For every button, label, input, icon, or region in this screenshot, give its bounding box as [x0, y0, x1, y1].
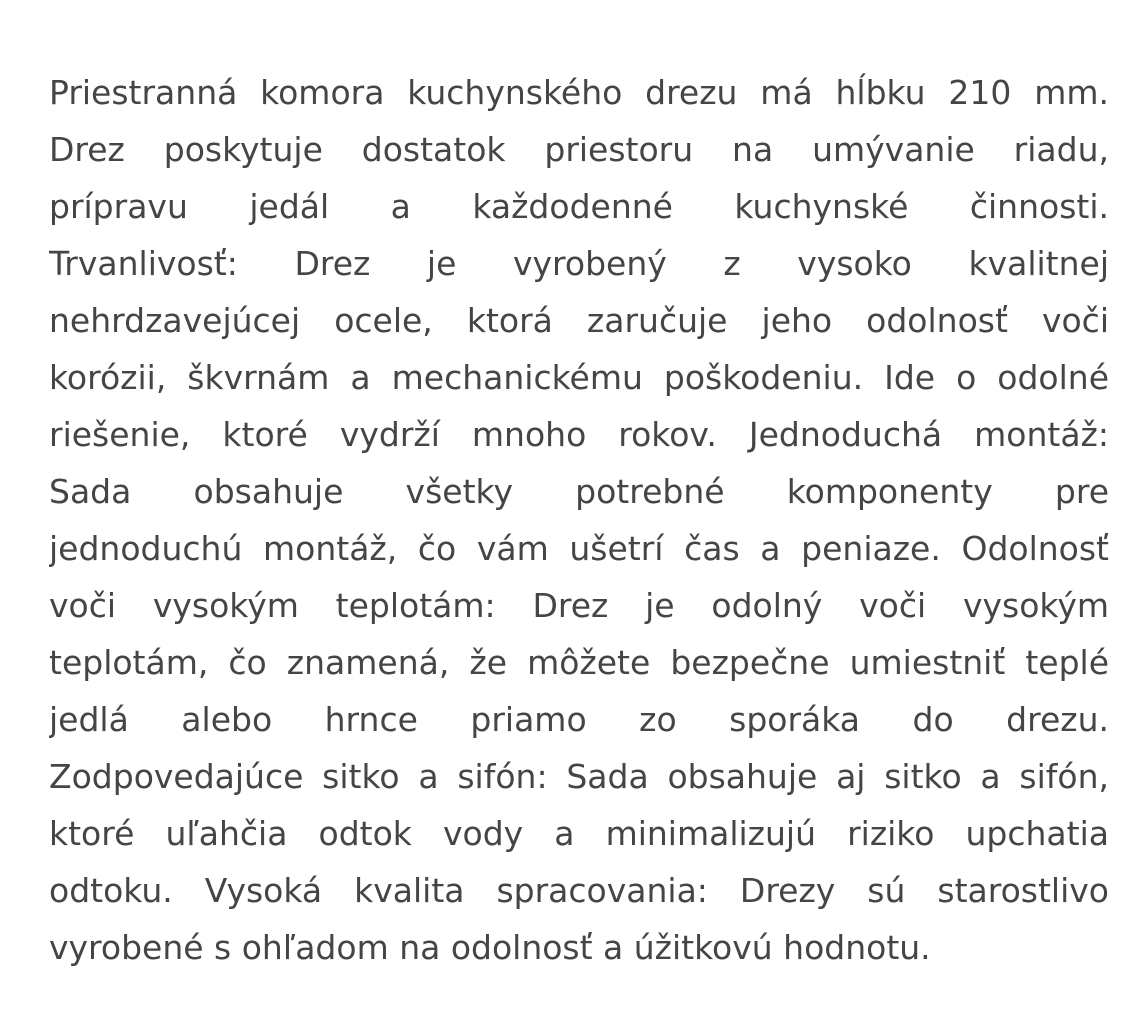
description-line-4: Trvanlivosť: Drez je vyrobený z vysoko kvalitnej	[49, 244, 1109, 283]
description-line-15: odtoku. Vysoká kvalita spracovania: Drezy sú starostlivo	[49, 871, 1109, 910]
description-line-13: Zodpovedajúce sitko a sifón: Sada obsahuje aj sitko a sifón,	[49, 757, 1109, 796]
description-line-9: jednoduchú montáž, čo vám ušetrí čas a peniaze. Odolnosť	[49, 529, 1109, 568]
description-line-8: Sada obsahuje všetky potrebné komponenty pre	[49, 472, 1109, 511]
description-line-12: jedlá alebo hrnce priamo zo sporáka do drezu.	[49, 700, 1109, 739]
product-description-text	[49, 64, 1109, 976]
description-line-3: prípravu jedál a každodenné kuchynské činnosti.	[49, 187, 1109, 226]
description-line-14: ktoré uľahčia odtok vody a minimalizujú riziko upchatia	[49, 814, 1109, 853]
description-line-16: vyrobené s ohľadom na odolnosť a úžitkovú hodnotu.	[49, 928, 931, 967]
description-line-2: Drez poskytuje dostatok priestoru na umývanie riadu,	[49, 130, 1109, 169]
description-line-11: teplotám, čo znamená, že môžete bezpečne umiestniť teplé	[49, 643, 1109, 682]
description-line-6: korózii, škvrnám a mechanickému poškodeniu. Ide o odolné	[49, 358, 1109, 397]
description-line-5: nehrdzavejúcej ocele, ktorá zaručuje jeho odolnosť voči	[49, 301, 1109, 340]
description-line-10: voči vysokým teplotám: Drez je odolný voči vysokým	[49, 586, 1109, 625]
description-line-7: riešenie, ktoré vydrží mnoho rokov. Jednoduchá montáž:	[49, 415, 1109, 454]
description-line-1: Priestranná komora kuchynského drezu má hĺbku 210 mm.	[49, 73, 1109, 112]
